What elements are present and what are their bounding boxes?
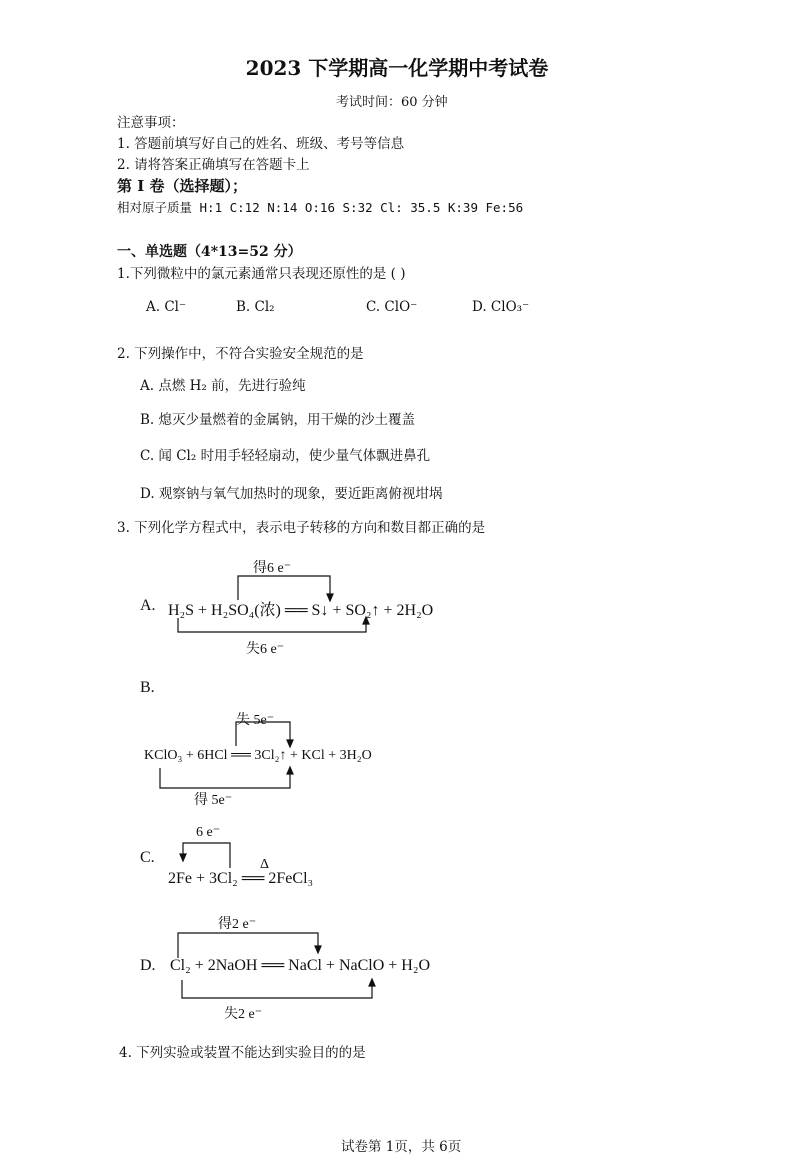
q3d-loss-label: 失2 e⁻: [224, 1007, 263, 1022]
q2-option-a: A. 点燃 H₂ 前，先进行验纯: [140, 378, 306, 394]
q3c-label: C.: [140, 849, 155, 866]
exam-time: 考试时间：60 分钟: [336, 95, 448, 110]
q3c-equation: 2Fe + 3Cl₂ ══ 2FeCl₃: [168, 870, 314, 887]
q3b-equation: KClO₃ + 6HCl ══ 3Cl₂↑ + KCl + 3H₂O: [144, 748, 372, 763]
q1-option-a: A. Cl⁻: [146, 299, 187, 315]
q3b-gain-label: 得 5e⁻: [194, 793, 233, 808]
q3d-equation: Cl₂ + 2NaOH ══ NaCl + NaClO + H₂O: [170, 957, 430, 974]
q1-option-c: C. ClO⁻: [366, 299, 418, 315]
notes-item: 1. 答题前填写好自己的姓名、班级、考号等信息: [117, 136, 405, 152]
q1-option-b: B. Cl₂: [236, 299, 275, 315]
page-title: 2023 下学期高一化学期中考试卷: [245, 56, 549, 80]
question-2-stem: 2. 下列操作中，不符合实验安全规范的是: [117, 346, 364, 362]
q3a-gain-label: 得6 e⁻: [253, 561, 292, 576]
notes-item: 2. 请将答案正确填写在答题卡上: [117, 157, 310, 173]
section-title: 第 I 卷（选择题）；: [117, 177, 247, 195]
page-footer: 试卷第 1页，共 6页: [341, 1139, 462, 1155]
notes-heading: 注意事项：: [117, 115, 185, 131]
q2-option-b: B. 熄灭少量燃着的金属钠，用干燥的沙土覆盖: [140, 412, 416, 428]
q3c-heat-condition: Δ: [260, 857, 270, 872]
question-4-stem: 4. 下列实验或装置不能达到实验目的的是: [119, 1045, 366, 1061]
q3d-gain-label: 得2 e⁻: [218, 917, 257, 932]
q2-option-d: D. 观察钠与氧气加热时的现象，要近距离俯视坩埚: [140, 486, 443, 502]
question-1-stem: 1.下列微粒中的氯元素通常只表现还原性的是 ( ): [117, 266, 406, 282]
atomic-masses: 相对原子质量 H:1 C:12 N:14 O:16 S:32 Cl: 35.5 K:39 Fe:56: [117, 200, 524, 215]
q2-option-c: C. 闻 Cl₂ 时用手轻轻扇动，使少量气体飘进鼻孔: [140, 448, 431, 464]
q3a-loss-label: 失6 e⁻: [246, 642, 285, 657]
q3c-electron-label: 6 e⁻: [196, 825, 221, 840]
q3b-loss-label: 失 5e⁻: [236, 713, 275, 728]
question-3-stem: 3. 下列化学方程式中，表示电子转移的方向和数目都正确的是: [117, 520, 486, 536]
q3a-label: A.: [140, 597, 156, 614]
part-title: 一、单选题（4*13=52 分）: [117, 244, 302, 260]
q3d-label: D.: [140, 957, 156, 974]
q1-option-d: D. ClO₃⁻: [472, 299, 530, 315]
q3a-equation: H₂S + H₂SO₄(浓) ══ S↓ + SO₂↑ + 2H₂O: [168, 602, 434, 619]
q3b-label: B.: [140, 679, 155, 696]
